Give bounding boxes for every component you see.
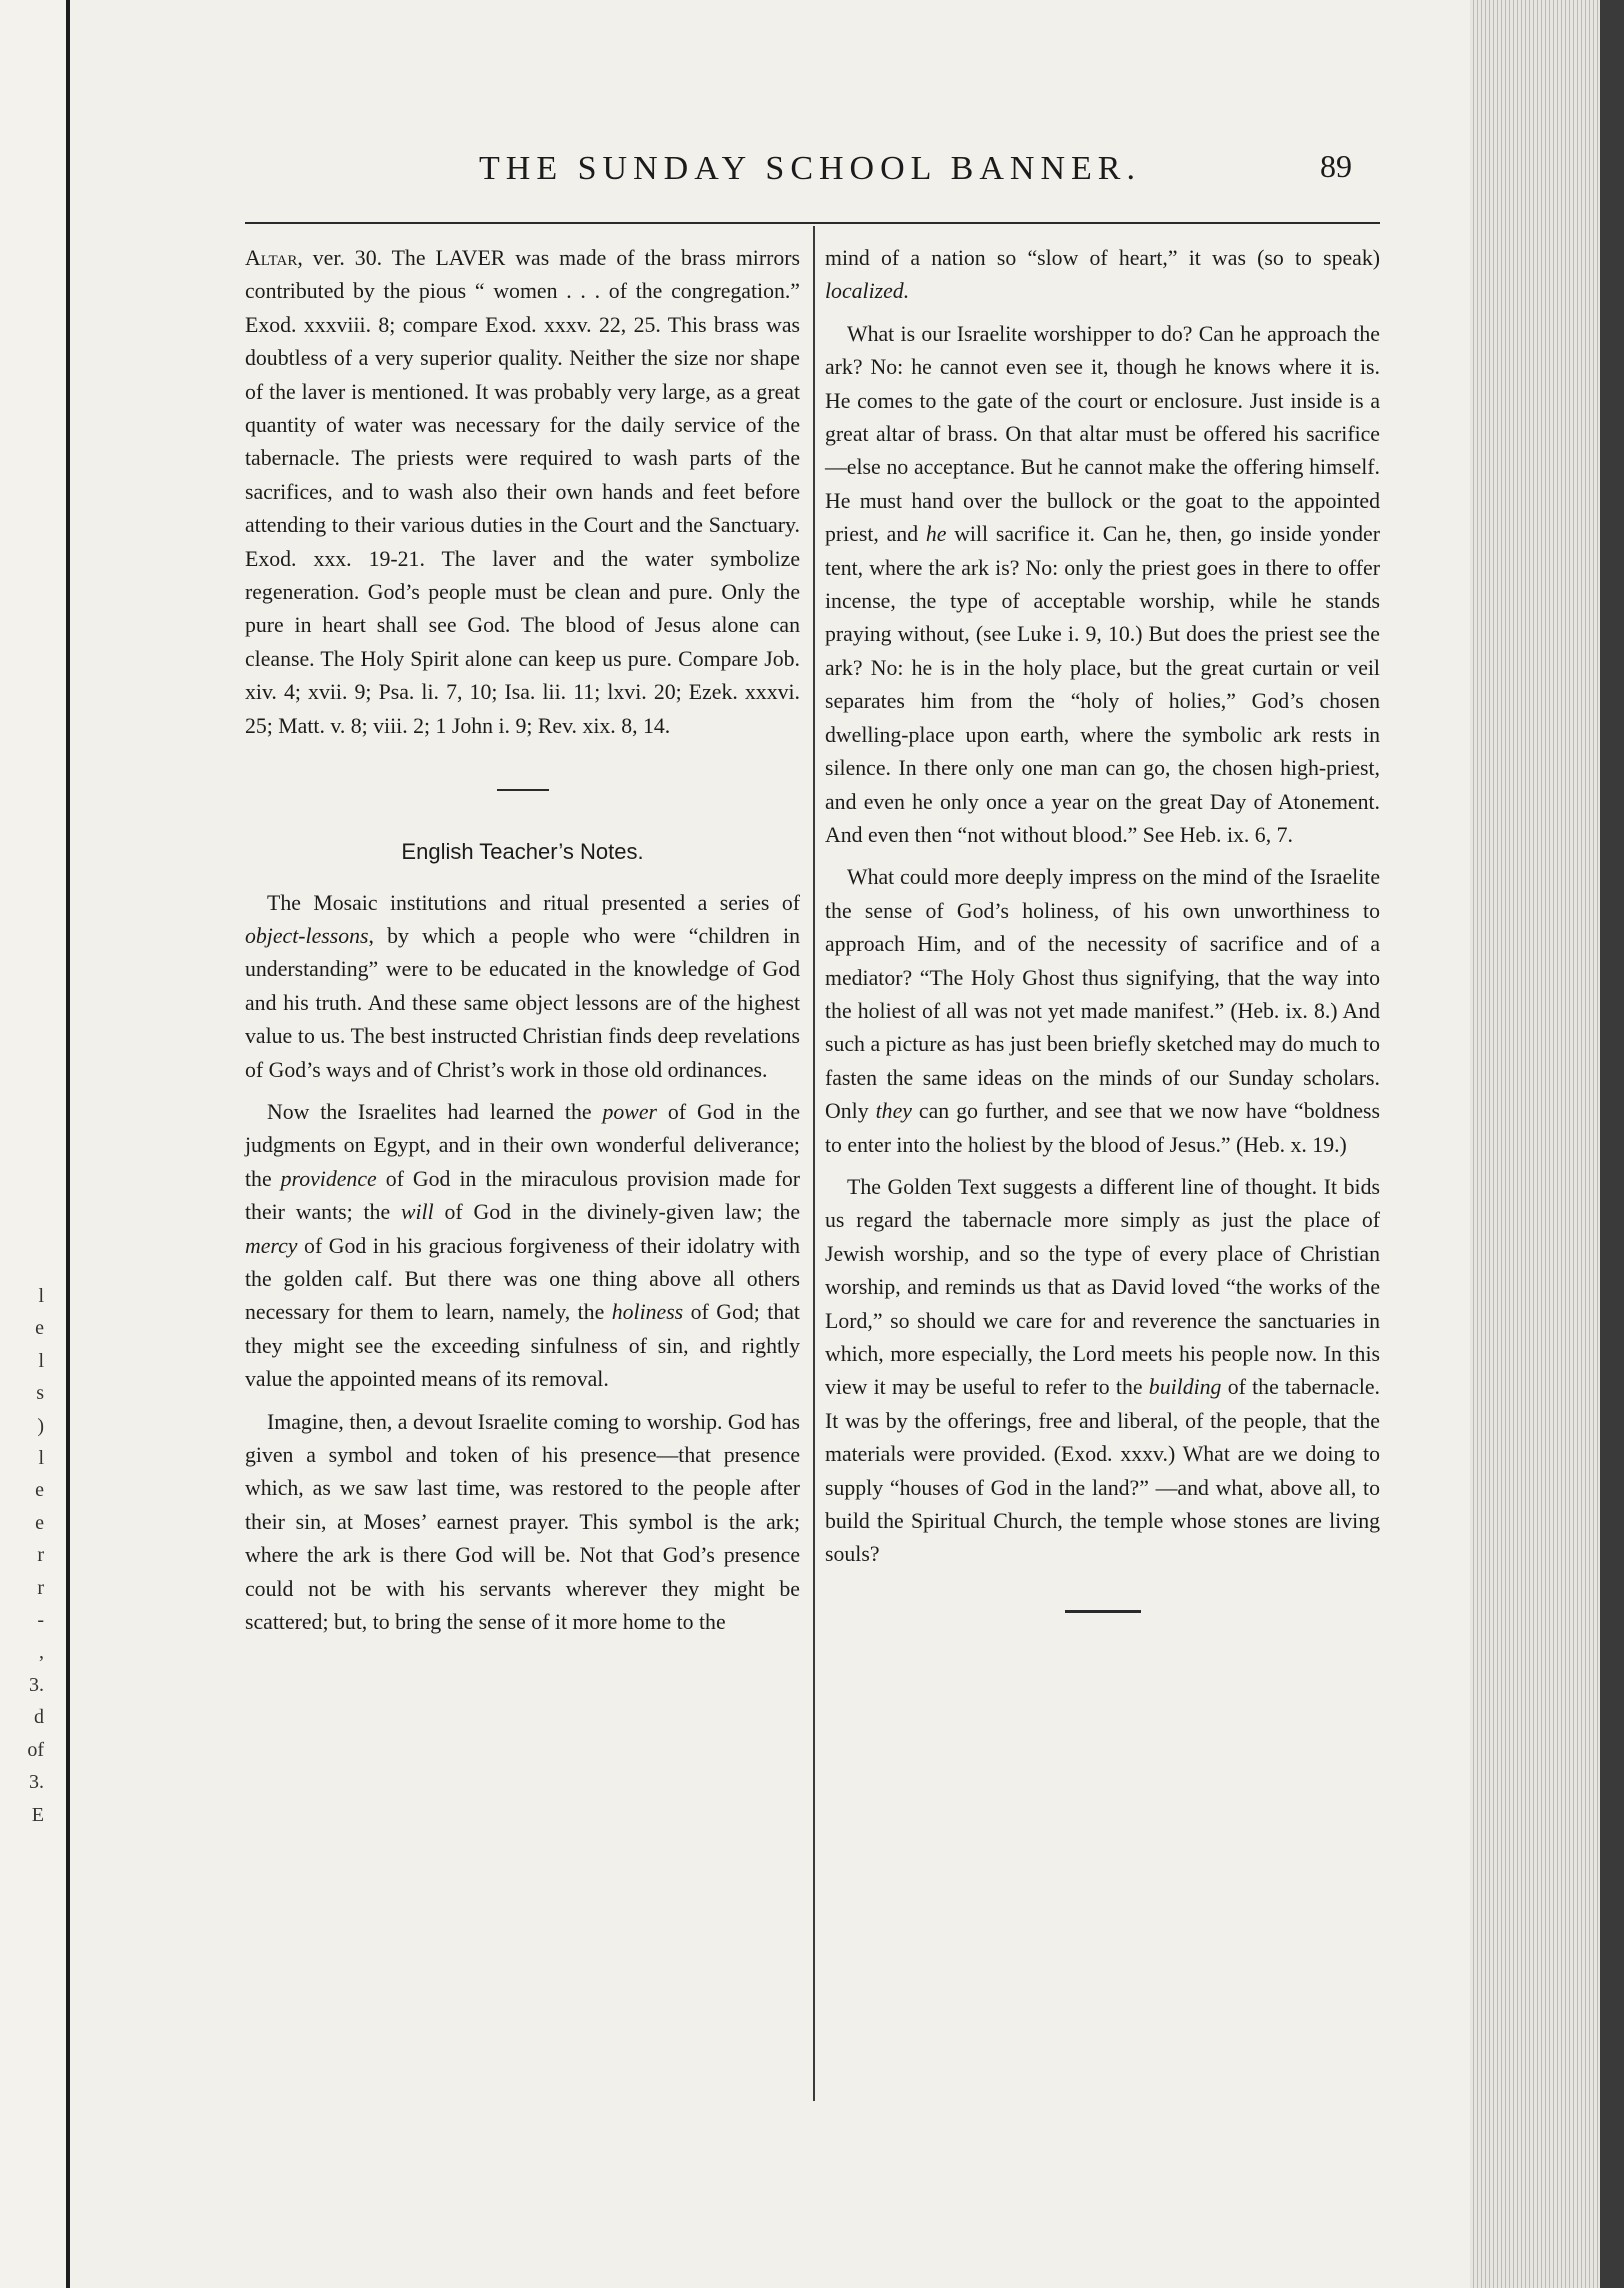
emphasis: localized. xyxy=(825,279,910,304)
margin-fragment: d xyxy=(34,1706,44,1729)
emphasis: building xyxy=(1148,1375,1222,1400)
margin-fragment: 3. xyxy=(29,1673,44,1696)
header-rule xyxy=(245,222,1380,224)
paragraph-israelites-learned: Now the Israelites had learned the power of God in the judgments on Egypt, and in their own wonderful deliverance; the providence of God in the miraculous provision made for their wants; the will of God in the divinely-given law; the mercy of God in his gracious forgiveness of their idolatry with the golden calf. But there was one thing above all others necessary for them to learn, namely, the holiness of God; that they might see the exceeding sinfulness of sin, and rightly value the appointed means of its removal. xyxy=(245,1099,800,1392)
emphasis: mercy xyxy=(245,1233,298,1258)
emphasis: object-lessons xyxy=(245,923,369,948)
paragraph-holiness: What could more deeply impress on the mind of the Israelite the sense of God’s holiness, of his own unworthiness to approach Him, and of the necessity of sacrifice and of a mediator? “The Holy Ghost thus signifying, that the way into the holiest of all was not yet made manifest.” (Heb. ix. 8.) And such a picture as has just been briefly sketched may do much to fasten the same ideas on the minds of our Sunday scholars. Only they can go further, and see that we now have “boldness to enter into the holiest by the blood of Jesus.” (Heb. x. 19.) xyxy=(825,865,1380,1157)
paragraph-worshipper: What is our Israelite worshipper to do? Can he approach the ark? No: he cannot even see it, though he knows where it is. He comes to the gate of the court or enclosure. Just inside is a great altar of brass. On that altar must be offered his sacrifice—else no acceptance. But he cannot make the offering himself. He must hand over the bullock or the goat to the appointed priest, and he will sacrifice it. Can he, then, go inside yonder tent, where the ark is? No: only the priest goes in there to offer incense, the type of acceptable worship, while he stands praying without, (see Luke i. 9, 10.) But does the priest see the ark? No: he is in the holy place, but the great curtain or veil separates him from the “holy of holies,” God’s chosen dwelling-place upon earth, where the symbolic ark rests in silence. In there only one man can go, the chosen high-priest, and even he only once a year on the great Day of Atonement. And even then “not without blood.” See Heb. ix. 6, 7. xyxy=(825,321,1380,847)
margin-fragment: ) xyxy=(37,1414,44,1437)
margin-fragment: 3. xyxy=(29,1771,44,1794)
page-number: 89 xyxy=(1320,148,1352,184)
emphasis: they xyxy=(875,1099,912,1124)
margin-fragment: r xyxy=(37,1544,44,1567)
paragraph-text: , ver. 30. The LAVER was made of the brass mirrors contributed by the pious “ women . . . of the congregation.” Exod. xxxviii. 8; compare Exod. xxxv. 22, 25. This brass was doubtless of a very superior quality. Neither the size nor shape of the laver is mentioned. It was probably very large, as a great quantity of water was necessary for the daily service of the tabernacle. The priests were required to wash parts of the sacrifices, and to wash also their own hands and feet before attending to their various duties in the Court and the Sanctuary. Exod. xxx. 19-21. The laver and the water symbolize regeneration. God’s people must be clean and pure. Only the pure in heart shall see God. The blood of Jesus alone can cleanse. The Holy Spirit alone can keep us pure. Compare Job. xiv. 4; xvii. 9; Psa. li. 7, 10; Isa. lii. 11; lxvi. 20; Ezek. xxxvi. 25; Matt. v. 8; viii. 2; 1 John i. 9; Rev. xix. 8, 14. xyxy=(245,246,800,738)
margin-fragment: e xyxy=(35,1317,44,1340)
margin-fragment: , xyxy=(39,1641,44,1664)
margin-fragment: l xyxy=(38,1349,44,1372)
page xyxy=(70,0,1470,2288)
running-header-title: THE SUNDAY SCHOOL BANNER. xyxy=(479,150,1141,187)
margin-fragment: E xyxy=(31,1803,44,1826)
margin-fragment: - xyxy=(37,1609,44,1632)
paragraph-altar-laver xyxy=(245,242,800,743)
margin-fragment: r xyxy=(37,1576,44,1599)
emphasis: he xyxy=(925,522,947,547)
background-edge xyxy=(1600,0,1624,2288)
margin-fragment: s xyxy=(36,1382,44,1405)
facing-page-text-fragments xyxy=(4,1280,44,1831)
section-rule xyxy=(497,789,549,791)
margin-fragment: l xyxy=(38,1447,44,1470)
paragraph-golden-text: The Golden Text suggests a different line of thought. It bids us regard the tabernacle more simply as just the place of Jewish worship, and so the type of every place of Christian worship, and reminds us that as David loved “the works of the Lord,” so should we care for and reverence the sanctuaries in which, more especially, the Lord meets his people now. In this view it may be useful to refer to the building of the tabernacle. It was by the offerings, free and liberal, of the people, that the materials were provided. (Exod. xxxv.) What are we doing to supply “houses of God in the land?” —and what, above all, to build the Spiritual Church, the temple whose stones are living souls? xyxy=(825,1174,1381,1567)
margin-fragment: l xyxy=(38,1285,44,1307)
column-divider xyxy=(813,226,815,2101)
emphasis: holiness xyxy=(611,1300,684,1325)
left-column xyxy=(245,242,800,1648)
paragraph-mosaic-institutions: The Mosaic institutions and ritual presented a series of object-lessons, by which a people who were “children in understanding” were to be educated in the knowledge of God and his truth. And these same object lessons are of the highest value to us. The best instructed Christian finds deep revelations of God’s ways and of Christ’s work in those old ordinances. xyxy=(245,890,800,1082)
emphasis: will xyxy=(400,1200,434,1225)
end-rule xyxy=(1065,1610,1141,1613)
lead-word: Altar xyxy=(245,246,298,270)
margin-fragment: e xyxy=(35,1511,44,1534)
margin-fragment: e xyxy=(35,1479,44,1502)
paragraph-continuation: mind of a nation so “slow of heart,” it was (so to speak) localized. xyxy=(825,246,1380,304)
facing-page-edge xyxy=(0,0,70,2288)
emphasis: power xyxy=(602,1099,657,1124)
emphasis: providence xyxy=(280,1166,377,1191)
paragraph-devout-israelite: Imagine, then, a devout Israelite coming to worship. God has given a symbol and token of his presence—that presence which, as we saw last time, was restored to the people after their sin, at Moses’ earnest prayer. This symbol is the ark; where the ark is there God will be. Not that God’s presence could not be with his servants wherever they might be scattered; but, to bring the sense of it more home to the xyxy=(245,1409,800,1635)
right-column xyxy=(825,242,1380,1657)
margin-fragment: of xyxy=(27,1738,44,1761)
section-heading: English Teacher’s Notes. xyxy=(401,839,644,865)
